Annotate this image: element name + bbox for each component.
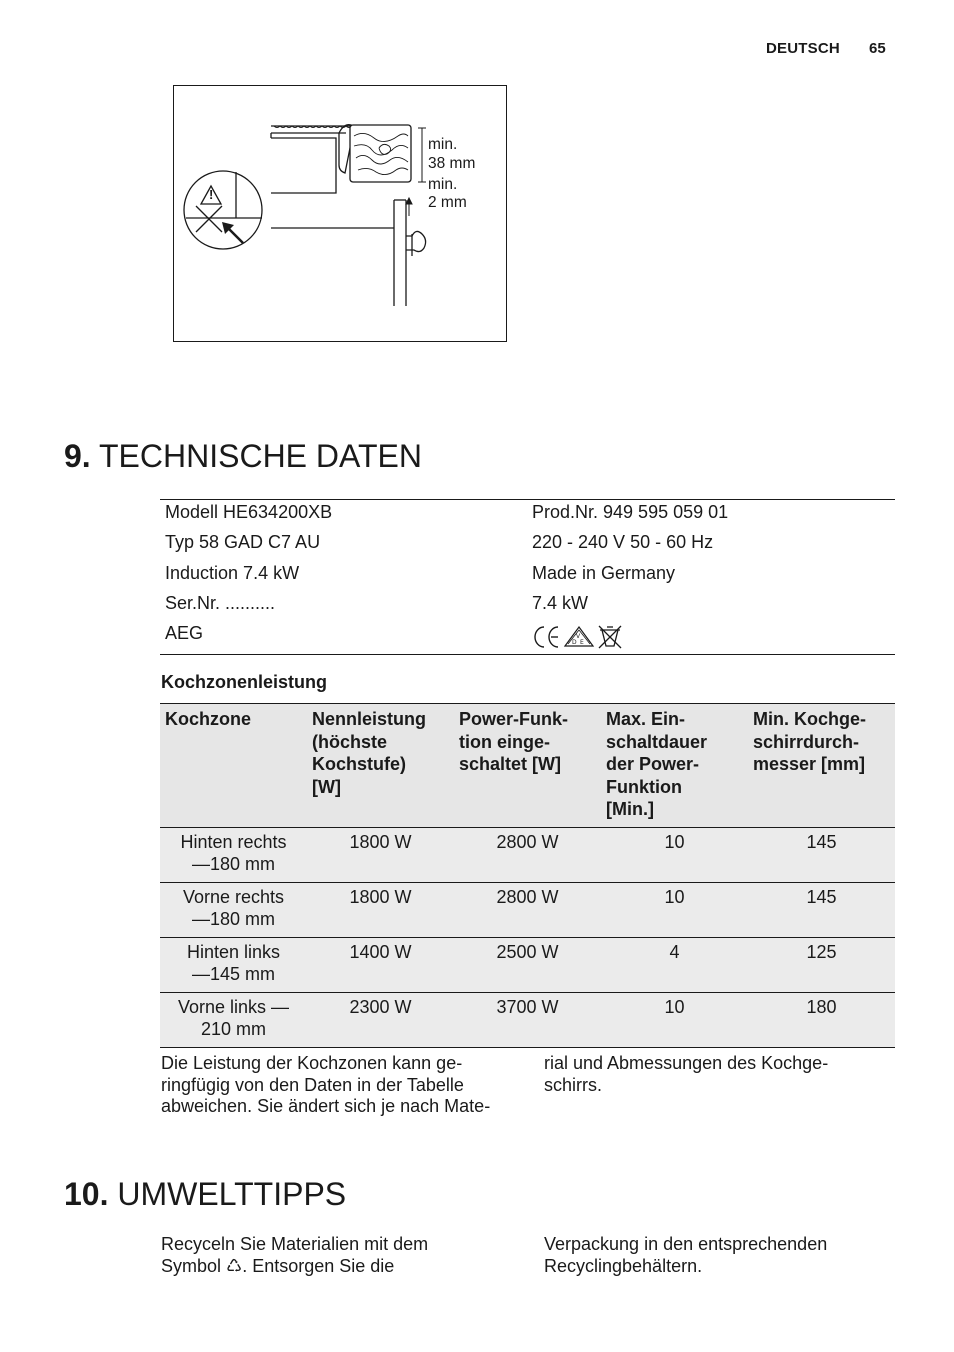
header-line: [Min.]	[606, 799, 654, 819]
rating-brand: AEG	[165, 623, 204, 643]
section-10-number: 10.	[64, 1176, 109, 1212]
cell-zone	[160, 882, 307, 937]
umwelt-line: Recyceln Sie Materialien mit dem	[161, 1234, 429, 1254]
vde-mark-icon	[565, 627, 593, 646]
zone-line: —180 mm	[191, 854, 276, 874]
dim-label-2mm: 2 mm	[428, 194, 467, 211]
section-10-heading	[64, 1176, 346, 1213]
note-line: schirrs.	[544, 1074, 602, 1095]
svg-text:E: E	[580, 639, 584, 646]
cell-zone	[160, 992, 307, 1047]
header-line: tion einge-	[459, 731, 550, 752]
ce-mark-icon	[535, 627, 558, 647]
umwelt-line: Recyclingbehältern.	[544, 1256, 703, 1276]
cell-max: 4	[601, 937, 748, 992]
dim-label-38mm: 38 mm	[428, 155, 476, 172]
rating-plate	[160, 499, 895, 655]
rating-voltage: 220 - 240 V 50 - 60 Hz	[532, 532, 714, 552]
header-line: Max. Ein-	[606, 709, 686, 729]
zone-line: Hinten rechts	[180, 831, 287, 852]
zone-line: Hinten links	[186, 941, 281, 962]
note-line: abweichen. Sie ändert sich je nach Mate-	[161, 1096, 491, 1116]
cell-min: 180	[748, 992, 895, 1047]
header-power-funktion	[454, 704, 601, 828]
umwelt-line: . Entsorgen Sie die	[242, 1256, 395, 1276]
header-min-durchmesser	[748, 704, 895, 828]
cell-nenn: 1400 W	[307, 937, 454, 992]
cell-min: 145	[748, 827, 895, 882]
table-note-col2	[544, 1053, 904, 1096]
cell-zone	[160, 937, 307, 992]
cell-power: 3700 W	[454, 992, 601, 1047]
table-header-row	[160, 704, 895, 828]
header-line: Funktion	[606, 776, 682, 797]
umwelt-line: Verpackung in den entsprechenden	[544, 1234, 828, 1254]
section-9-title: TECHNISCHE DATEN	[99, 438, 422, 474]
zone-line: Vorne links —	[177, 996, 290, 1017]
dim-label-min-2: min.	[428, 176, 458, 193]
header-kochzone	[160, 704, 307, 828]
cell-nenn: 1800 W	[307, 882, 454, 937]
rating-power: 7.4 kW	[532, 593, 589, 613]
certification-icons	[532, 624, 624, 650]
page-number: 65	[869, 40, 886, 57]
note-line: ringfügig von den Daten in der Tabelle	[161, 1074, 464, 1095]
header-line: Min. Kochge-	[753, 709, 866, 729]
header-line: Kochstufe)	[312, 754, 406, 774]
cell-zone	[160, 827, 307, 882]
recycle-icon: ♺	[226, 1256, 243, 1276]
cell-max: 10	[601, 992, 748, 1047]
cell-min: 145	[748, 882, 895, 937]
section-9-number: 9.	[64, 438, 91, 474]
kochzonen-subheading: Kochzonenleistung	[161, 672, 327, 692]
header-line: (höchste	[312, 731, 388, 752]
rating-symbols	[532, 624, 624, 655]
svg-text:V: V	[576, 633, 581, 640]
header-line: schaltet [W]	[459, 754, 562, 774]
table-row	[160, 992, 895, 1047]
cell-max: 10	[601, 882, 748, 937]
warning-circle	[184, 171, 262, 249]
zone-line: 210 mm	[200, 1019, 267, 1039]
umwelt-col2	[544, 1233, 904, 1277]
header-language: DEUTSCH	[766, 40, 840, 57]
cell-power: 2800 W	[454, 827, 601, 882]
header-line: Kochzone	[165, 709, 252, 729]
rating-model: Modell HE634200XB	[165, 502, 333, 522]
rating-origin: Made in Germany	[532, 563, 676, 583]
section-9-heading	[64, 438, 422, 475]
installation-figure	[173, 85, 507, 342]
cell-nenn: 2300 W	[307, 992, 454, 1047]
zone-line: Vorne rechts	[182, 886, 285, 907]
table-row	[160, 827, 895, 882]
weee-bin-icon	[599, 626, 621, 648]
dim-label-min-1: min.	[428, 136, 458, 153]
header-line: schaltdauer	[606, 731, 708, 752]
warning-icon: !	[209, 187, 214, 202]
table-row	[160, 937, 895, 992]
zone-line: —145 mm	[191, 964, 276, 984]
rating-prodnr: Prod.Nr. 949 595 059 01	[532, 502, 729, 522]
header-max-einschaltdauer	[601, 704, 748, 828]
header-nennleistung	[307, 704, 454, 828]
table-note-col1	[161, 1053, 521, 1118]
rating-induction: Induction 7.4 kW	[165, 563, 300, 583]
cell-nenn: 1800 W	[307, 827, 454, 882]
header-line: [W]	[312, 776, 341, 797]
cell-max: 10	[601, 827, 748, 882]
cooking-zone-table	[160, 703, 895, 1048]
zone-line: —180 mm	[191, 909, 276, 929]
cell-power: 2500 W	[454, 937, 601, 992]
header-line: messer [mm]	[753, 754, 866, 774]
umwelt-col1	[161, 1233, 531, 1277]
note-line: Die Leistung der Kochzonen kann ge-	[161, 1053, 463, 1073]
cell-min: 125	[748, 937, 895, 992]
section-10-title: UMWELTTIPPS	[117, 1176, 347, 1212]
header-line: schirrdurch-	[753, 731, 860, 752]
cell-power: 2800 W	[454, 882, 601, 937]
table-row	[160, 882, 895, 937]
rating-type: Typ 58 GAD C7 AU	[165, 532, 321, 552]
header-line: Nennleistung	[312, 709, 427, 729]
umwelt-line: Symbol	[161, 1256, 222, 1276]
note-line: rial und Abmessungen des Kochge-	[544, 1053, 829, 1073]
svg-text:D: D	[572, 639, 577, 646]
header-line: der Power-	[606, 754, 700, 774]
installation-drawing	[174, 86, 508, 343]
rating-serial: Ser.Nr. ..........	[165, 593, 276, 613]
header-line: Power-Funk-	[459, 709, 569, 729]
